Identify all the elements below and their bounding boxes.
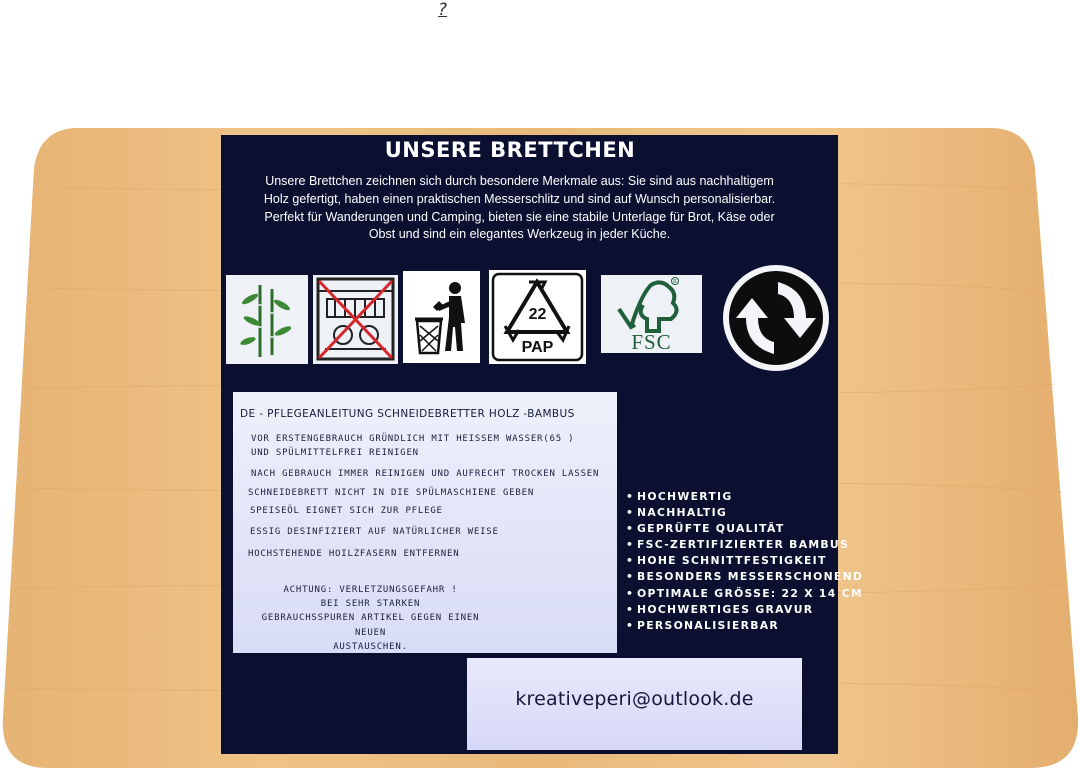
feature-item: • HOCHWERTIG [626,489,863,505]
bullet-icon: • [626,554,635,568]
bullet-icon: • [626,490,635,503]
warning-line: AUSTAUSCHEN. [333,641,408,652]
care-line: VOR ERSTENGEBRAUCH GRÜNDLICH MIT HEISSEM WASSER(65 ) [251,434,575,444]
contact-email[interactable]: kreativeperi@outlook.de [515,688,754,710]
care-line: SPEISEÖL EIGNET SICH ZUR PFLEGE [250,506,443,516]
bullet-icon: • [626,538,635,552]
feature-item: • GEPRÜFTE QUALITÄT [626,521,863,537]
no-dishwasher-icon [313,275,398,364]
question-mark-link[interactable]: ? [438,0,448,20]
feature-item: • BESONDERS MESSERSCHONEND [626,569,863,585]
bamboo-icon [226,275,308,364]
care-line: NACH GEBRAUCH IMMER REINIGEN UND AUFRECHT TROCKEN LASSEN [251,469,600,479]
panel-title: UNSERE BRETTCHEN [384,138,636,162]
feature-item: • FSC-ZERTIFIZIERTER BAMBUS [626,537,863,553]
fsc-icon [601,275,702,353]
care-title: DE - PFLEGEANLEITUNG SCHNEIDEBRETTER HOLZ -BAMBUS [240,408,575,420]
intro-text: Unsere Brettchen zeichnen sich durch besondere Merkmale aus: Sie sind aus nachhaltigem Holz gefertigt, haben einen praktischen Messerschlitz und sind auf Wunsch personalisierbar. Perfekt für Wanderungen und Camping, bieten sie eine stabile Unterlage für Brot, Käse oder Obst und sind ein elegantes Werkzeug in jeder Küche. [263,174,776,242]
feature-item: • PERSONALISIERBAR [626,618,863,634]
green-dot-icon [722,264,830,372]
bullet-icon: • [626,602,635,616]
features-list [626,489,863,634]
feature-item: • HOCHWERTIGES GRAVUR [626,602,863,618]
feature-item: • OPTIMALE GRÖSSE: 22 X 14 CM [626,586,863,602]
warning-line: NEUEN [354,627,387,638]
warning-line: GEBRAUCHSSPUREN ARTIKEL GEGEN EINEN [261,613,480,624]
bullet-icon: • [626,618,635,632]
warning-text [253,583,488,654]
bullet-icon: • [626,522,635,536]
dispose-in-bin-icon [403,271,480,363]
feature-item: • NACHHALTIG [626,505,863,521]
warning-line: ACHTUNG: VERLETZUNGSGEFAHR ! [283,585,458,595]
care-line: SCHNEIDEBRETT NICHT IN DIE SPÜLMASCHIENE GEBEN [248,488,535,498]
recycling-pap-22-icon [489,270,586,364]
recycling-code: PAP [521,339,554,356]
recycling-number: 22 [528,306,547,323]
care-line: ESSIG DESINFIZIERT AUF NATÜRLICHER WEISE [250,527,499,537]
care-line: HOCHSTEHENDE HOILZFASERN ENTFERNEN [248,549,460,559]
svg-text:R: R [673,279,677,285]
bullet-icon: • [626,506,635,520]
bullet-icon: • [626,586,635,600]
bullet-icon: • [626,570,635,584]
feature-item: • HOHE SCHNITTFESTIGKEIT [626,553,863,569]
fsc-label: FSC [631,330,672,354]
care-line: UND SPÜLMITTELFREI REINIGEN [251,448,419,458]
warning-line: BEI SEHR STARKEN [320,599,421,610]
